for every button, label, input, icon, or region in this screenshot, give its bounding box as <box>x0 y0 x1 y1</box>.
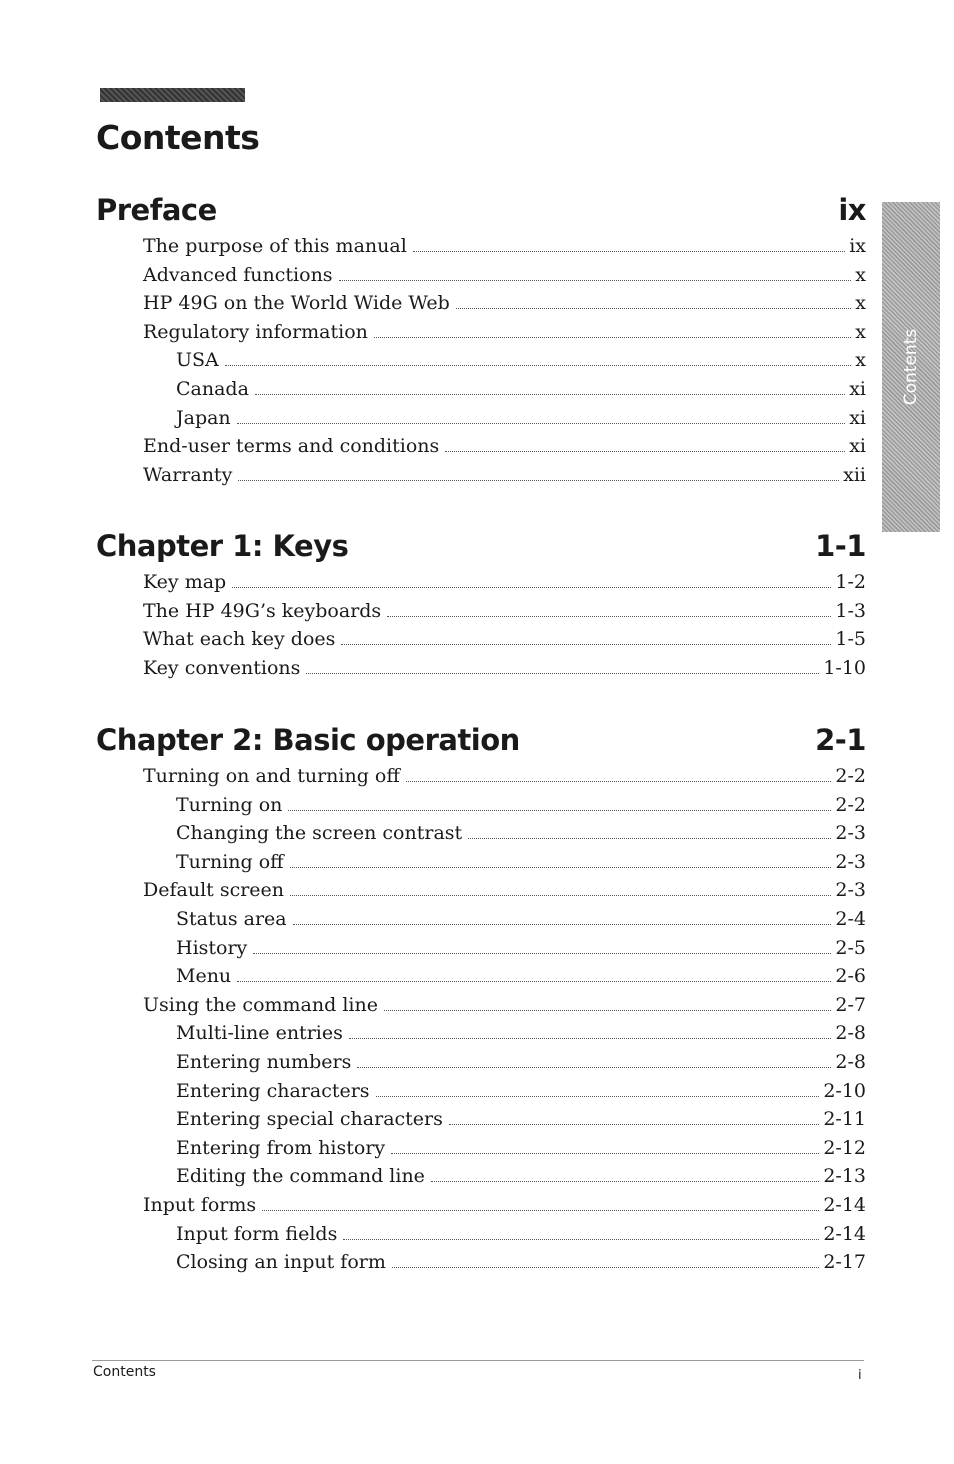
entry-page: 2-4 <box>835 907 866 930</box>
toc-entry[interactable] <box>96 848 866 877</box>
entry-page: 2-6 <box>835 965 866 988</box>
toc-entry[interactable] <box>96 375 866 404</box>
dot-leader <box>237 423 846 424</box>
toc-entry[interactable] <box>96 1220 866 1249</box>
entry-label: HP 49G on the World Wide Web <box>143 292 450 315</box>
dot-leader <box>357 1067 831 1068</box>
side-tab-label: Contents <box>901 328 921 406</box>
toc-entry[interactable] <box>96 625 866 654</box>
toc-entry[interactable] <box>96 1048 866 1077</box>
entry-page: 2-12 <box>823 1136 866 1159</box>
entry-label: The purpose of this manual <box>143 235 407 257</box>
entry-label: Editing the command line <box>176 1165 425 1188</box>
entry-page: xi <box>849 406 866 429</box>
entry-page: 2-5 <box>835 936 866 959</box>
toc-entry[interactable] <box>96 261 866 290</box>
toc-section <box>96 188 866 489</box>
entry-label: Entering special characters <box>176 1108 443 1131</box>
entry-label: Turning off <box>176 850 284 873</box>
entry-label: Advanced functions <box>143 263 333 286</box>
entry-page: 2-14 <box>823 1193 866 1216</box>
dot-leader <box>456 308 851 309</box>
entry-page: 2-8 <box>835 1022 866 1045</box>
entry-page: x <box>855 320 866 343</box>
toc-entry[interactable] <box>96 568 866 597</box>
footer-divider <box>92 1360 864 1361</box>
page-number: i <box>858 1368 862 1383</box>
toc-entry[interactable] <box>96 1019 866 1048</box>
section-title: Chapter 2: Basic operation <box>96 723 520 757</box>
toc-entry[interactable] <box>96 962 866 991</box>
toc-entry[interactable] <box>96 1162 866 1191</box>
entry-page: xi <box>849 377 866 400</box>
dot-leader <box>468 838 831 839</box>
dot-leader <box>341 644 831 645</box>
section-page: ix <box>838 193 866 227</box>
entry-label: History <box>176 936 248 959</box>
dot-leader <box>339 280 852 281</box>
entry-page: 2-3 <box>835 879 866 902</box>
dot-leader <box>253 953 831 954</box>
entry-label: Input form fields <box>176 1222 338 1245</box>
entry-page: 2-2 <box>835 765 866 787</box>
toc-entry[interactable] <box>96 1077 866 1106</box>
entry-label: Japan <box>176 406 231 429</box>
dot-leader <box>255 394 845 395</box>
entry-label: Entering characters <box>176 1079 370 1102</box>
entry-page: x <box>855 263 866 286</box>
entry-label: Warranty <box>143 463 233 486</box>
entry-label: Key map <box>143 571 227 593</box>
dot-leader <box>306 673 819 674</box>
dot-leader <box>445 451 845 452</box>
entry-page: 2-3 <box>835 850 866 873</box>
header-bar-decoration <box>100 88 245 102</box>
entry-page: ix <box>849 235 866 257</box>
toc-entry[interactable] <box>96 1191 866 1220</box>
entry-page: 2-13 <box>823 1165 866 1188</box>
dot-leader <box>288 810 831 811</box>
entry-page: 2-7 <box>835 993 866 1016</box>
dot-leader <box>376 1096 820 1097</box>
dot-leader <box>392 1267 819 1268</box>
entry-page: 1-2 <box>835 571 866 593</box>
entry-label: The HP 49G’s keyboards <box>143 599 382 622</box>
toc-entry[interactable] <box>96 762 866 791</box>
toc-section <box>96 718 866 1277</box>
entry-page: 2-17 <box>823 1251 866 1274</box>
entry-page: xi <box>849 435 866 458</box>
entry-label: Multi-line entries <box>176 1022 343 1045</box>
dot-leader <box>290 895 831 896</box>
entry-label: Canada <box>176 377 249 400</box>
section-heading[interactable] <box>96 524 866 568</box>
toc-entry[interactable] <box>96 1248 866 1277</box>
toc-entry[interactable] <box>96 232 866 261</box>
dot-leader <box>406 781 832 782</box>
entry-label: Turning on and turning off <box>143 765 400 787</box>
section-page: 1-1 <box>815 529 866 563</box>
toc-entry[interactable] <box>96 1134 866 1163</box>
entry-label: Status area <box>176 907 287 930</box>
entry-page: 2-8 <box>835 1050 866 1073</box>
entry-label: Closing an input form <box>176 1251 386 1274</box>
toc-entry[interactable] <box>96 461 866 490</box>
entry-label: Changing the screen contrast <box>176 822 463 845</box>
entry-label: Menu <box>176 965 232 988</box>
dot-leader <box>391 1153 819 1154</box>
entry-label: Key conventions <box>143 656 301 679</box>
entry-page: x <box>855 292 866 315</box>
toc-entry[interactable] <box>96 934 866 963</box>
entry-label: USA <box>176 349 219 372</box>
entry-page: 2-2 <box>835 793 866 816</box>
dot-leader <box>349 1038 832 1039</box>
dot-leader <box>237 981 831 982</box>
dot-leader <box>449 1124 819 1125</box>
entry-label: End-user terms and conditions <box>143 435 440 458</box>
dot-leader <box>290 867 832 868</box>
section-page: 2-1 <box>815 723 866 757</box>
dot-leader <box>262 1210 819 1211</box>
toc-entry[interactable] <box>96 404 866 433</box>
entry-page: 2-14 <box>823 1222 866 1245</box>
entry-label: Using the command line <box>143 993 378 1016</box>
toc-entry[interactable] <box>96 876 866 905</box>
toc-entry[interactable] <box>96 654 866 683</box>
dot-leader <box>431 1181 819 1182</box>
entry-page: 1-5 <box>835 628 866 651</box>
dot-leader <box>232 587 831 588</box>
section-heading[interactable] <box>96 718 866 762</box>
entry-page: 2-3 <box>835 822 866 845</box>
footer-label: Contents <box>93 1364 156 1380</box>
entry-label: Turning on <box>176 793 283 816</box>
dot-leader <box>293 924 832 925</box>
toc-entry[interactable] <box>96 346 866 375</box>
section-title: Chapter 1: Keys <box>96 529 349 563</box>
toc-entry[interactable] <box>96 819 866 848</box>
entry-page: 2-11 <box>823 1108 866 1131</box>
entry-label: Entering numbers <box>176 1050 352 1073</box>
dot-leader <box>384 1010 831 1011</box>
entry-page: xii <box>843 463 866 486</box>
entry-page: 2-10 <box>823 1079 866 1102</box>
entry-label: Regulatory information <box>143 320 368 343</box>
toc-entry[interactable] <box>96 991 866 1020</box>
toc-entry[interactable] <box>96 1105 866 1134</box>
dot-leader <box>238 480 839 481</box>
side-tab[interactable] <box>882 202 940 532</box>
toc-entry[interactable] <box>96 905 866 934</box>
entry-label: Input forms <box>143 1193 257 1216</box>
dot-leader <box>413 251 845 252</box>
toc-section <box>96 524 866 682</box>
section-title: Preface <box>96 193 217 227</box>
toc-entry[interactable] <box>96 432 866 461</box>
dot-leader <box>225 365 852 366</box>
entry-page: x <box>855 349 866 372</box>
dot-leader <box>387 616 831 617</box>
page-title: Contents <box>96 118 260 157</box>
toc-entry[interactable] <box>96 318 866 347</box>
section-heading[interactable] <box>96 188 866 232</box>
entry-page: 1-10 <box>823 656 866 679</box>
dot-leader <box>374 337 851 338</box>
entry-label: Entering from history <box>176 1136 386 1159</box>
toc-entry[interactable] <box>96 289 866 318</box>
toc-entry[interactable] <box>96 791 866 820</box>
entry-page: 1-3 <box>835 599 866 622</box>
entry-label: What each key does <box>143 628 336 651</box>
toc-entry[interactable] <box>96 597 866 626</box>
dot-leader <box>343 1239 819 1240</box>
entry-label: Default screen <box>143 879 285 902</box>
